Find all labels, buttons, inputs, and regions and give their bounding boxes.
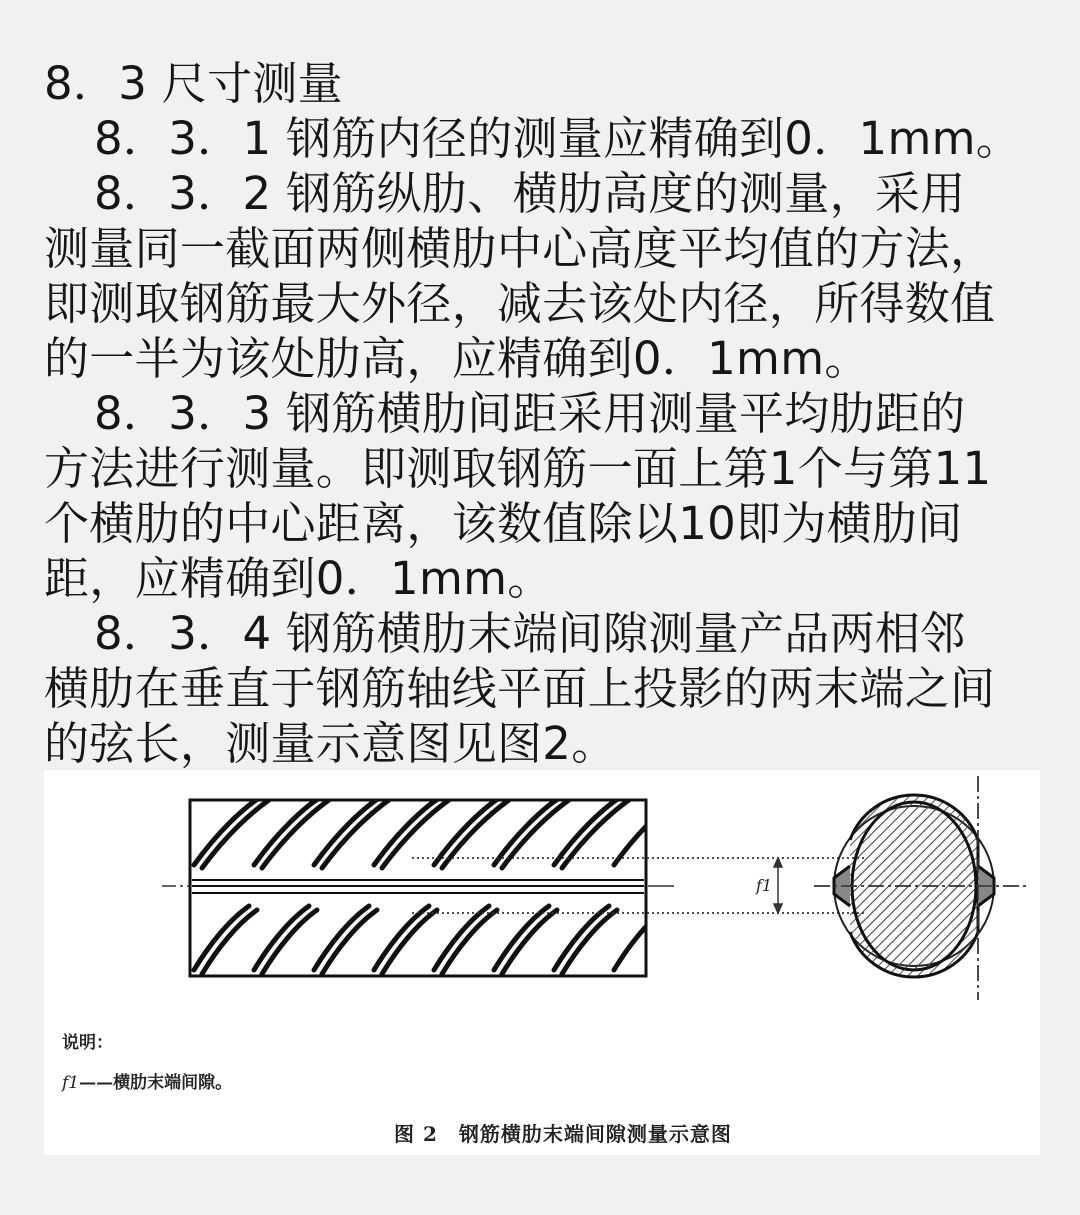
note-text: ——横肋末端间隙。	[79, 1073, 233, 1093]
paragraph-8-3-3-line-3: 个横肋的中心距离，该数值除以10即为横肋间	[44, 497, 963, 550]
paragraph-8-3-4-line-1: 8．3．4 钢筋横肋末端间隙测量产品两相邻	[94, 607, 966, 660]
paragraph-8-3-3-line-2: 方法进行测量。即测取钢筋一面上第1个与第11	[44, 442, 992, 495]
paragraph-8-3-3-line-1: 8．3．3 钢筋横肋间距采用测量平均肋距的	[94, 387, 966, 440]
paragraph-8-3-4-line-3: 的弦长，测量示意图见图2。	[44, 717, 617, 770]
paragraph-8-3-3-line-4: 距，应精确到0．1mm。	[44, 552, 553, 605]
document-body	[44, 56, 1044, 771]
figure-2	[44, 770, 1040, 1155]
paragraph-8-3-2-line-1: 8．3．2 钢筋纵肋、横肋高度的测量，采用	[94, 167, 966, 220]
dimension-f1	[774, 858, 782, 913]
note-symbol: f1	[62, 1073, 80, 1093]
rebar-diagram	[44, 770, 1040, 1020]
rebar-cross-section	[814, 776, 1029, 1000]
rebar-side-view	[162, 798, 679, 976]
paragraph-8-3-4-line-2: 横肋在垂直于钢筋轴线平面上投影的两末端之间	[44, 662, 996, 715]
dimension-label: f1	[756, 876, 773, 895]
figure-caption: 图 2 钢筋横肋末端间隙测量示意图	[394, 1122, 732, 1146]
paragraph-8-3-2-line-2: 测量同一截面两侧横肋中心高度平均值的方法，	[44, 222, 996, 275]
paragraph-8-3-1: 8．3．1 钢筋内径的测量应精确到0．1mm。	[94, 112, 1022, 165]
section-heading: 8．3 尺寸测量	[44, 57, 343, 110]
note-item	[62, 1068, 232, 1093]
paragraph-8-3-2-line-4: 的一半为该处肋高，应精确到0．1mm。	[44, 332, 870, 385]
paragraph-8-3-2-line-3: 即测取钢筋最大外径，减去该处内径，所得数值	[44, 277, 996, 330]
note-title: 说明：	[62, 1033, 113, 1053]
